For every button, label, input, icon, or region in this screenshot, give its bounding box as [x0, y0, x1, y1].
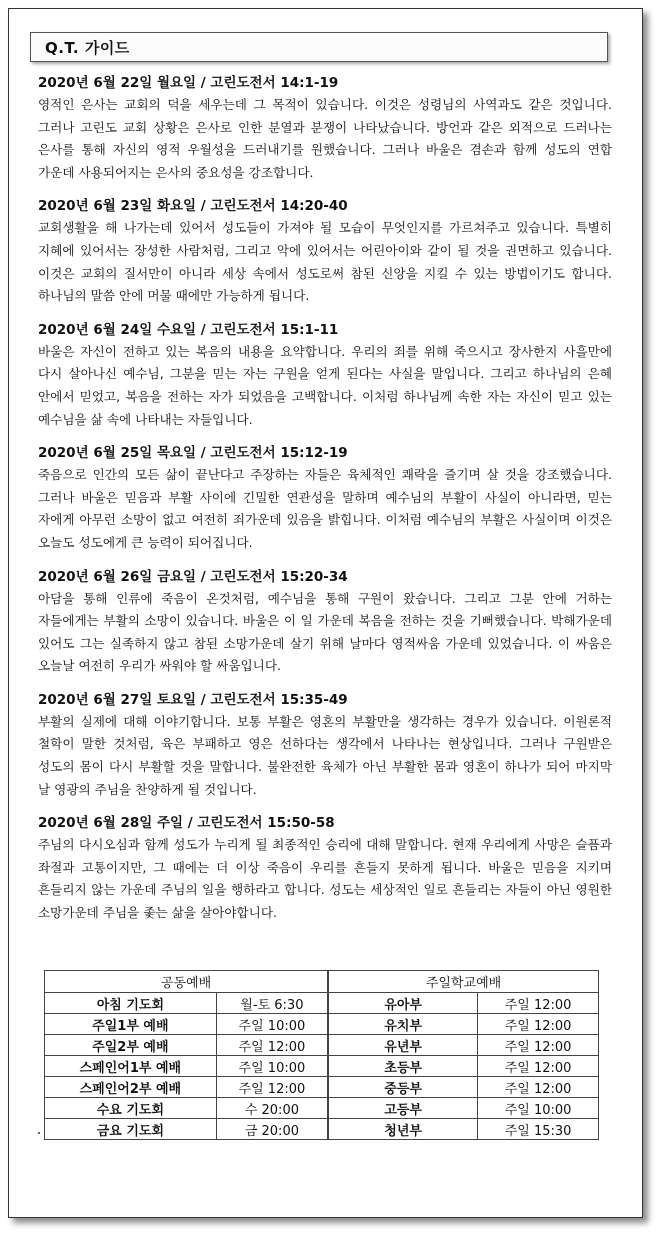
table-row	[45, 1035, 599, 1056]
department-time: 주일 15:30	[478, 1119, 599, 1140]
table-row	[45, 1098, 599, 1119]
service-time: 금 20:00	[216, 1119, 328, 1140]
entry-heading: 2020년 6월 24일 수요일 / 고린도전서 15:1-11	[38, 321, 339, 338]
department-time: 주일 12:00	[478, 1056, 599, 1077]
header-worship-service: 공동예배	[45, 971, 329, 993]
qt-entry	[38, 72, 612, 184]
department-time: 주일 12:00	[478, 993, 599, 1014]
entry-body: 부활의 실제에 대해 이야기합니다. 보통 부활은 영혼의 부활만을 생각하는 경우가 있습니다. 이원론적 철학이 말한 것처럼, 육은 부패하고 영은 선하다는 생각에서 나타나는 현상입니다. 그러나 구원받은 성도의 몸이 다시 부활할 것을 말합니다. 불완전한 육체가 아닌 부활한 몸과 영혼이 하나가 되어 마지막 날 영광의 주님을 찬양하게 될 것입니다.	[38, 713, 612, 797]
table-row	[45, 1077, 599, 1098]
qt-entry	[38, 195, 612, 307]
entry-heading: 2020년 6월 23일 화요일 / 고린도전서 14:20-40	[38, 198, 348, 215]
service-name: 금요 기도회	[45, 1119, 217, 1140]
table-header-row	[45, 971, 599, 993]
entry-heading: 2020년 6월 27일 토요일 / 고린도전서 15:35-49	[38, 691, 348, 708]
department-time: 주일 12:00	[478, 1077, 599, 1098]
qt-entry	[38, 689, 612, 801]
service-time: 주일 12:00	[216, 1035, 328, 1056]
service-name: 주일2부 예배	[45, 1035, 217, 1056]
service-time: 주일 10:00	[216, 1056, 328, 1077]
header-box	[30, 32, 608, 62]
qt-entry	[38, 566, 612, 678]
header-sunday-school: 주일학교예배	[328, 971, 598, 993]
department-name: 고등부	[328, 1098, 478, 1119]
entry-body: 아담을 통해 인류에 죽음이 온것처럼, 예수님을 통해 구원이 왔습니다. 그리고 그분 안에 거하는 자들에게는 부활의 소망이 있습니다. 바울은 이 일 가운데 복음을 전하는 것을 기뻐했습니다. 박해가운데 있어도 그는 실족하지 않고 참된 소망가운데 살기 위해 날마다 영적싸움 가운데 있었습니다. 이 싸움은 오늘날 여전히 우리가 싸워야 할 싸움입니다.	[38, 590, 612, 674]
entry-heading: 2020년 6월 26일 금요일 / 고린도전서 15:20-34	[38, 568, 348, 585]
table-row	[45, 993, 599, 1014]
service-time: 수 20:00	[216, 1098, 328, 1119]
entry-body: 주님의 다시오심과 함께 성도가 누리게 될 최종적인 승리에 대해 말합니다. 현재 우리에게 사망은 슬픔과 좌절과 고통이지만, 그 때에는 더 이상 죽음이 우리를 흔들지 못하게 됩니다. 바울은 믿음을 지키며 흔들리지 않는 가운데 주님의 일을 행하라고 합니다. 성도는 세상적인 일로 흔들리는 자들이 아닌 영원한 소망가운데 주님을 좇는 삶을 살아야합니다.	[38, 837, 612, 921]
department-name: 유년부	[328, 1035, 478, 1056]
department-name: 청년부	[328, 1119, 478, 1140]
department-time: 주일 12:00	[478, 1035, 599, 1056]
table-row	[45, 1014, 599, 1035]
table-row	[45, 1119, 599, 1140]
department-name: 초등부	[328, 1056, 478, 1077]
stray-mark	[38, 1132, 40, 1134]
entry-heading: 2020년 6월 28일 주일 / 고린도전서 15:50-58	[38, 815, 335, 832]
department-name: 중등부	[328, 1077, 478, 1098]
table-row	[45, 1056, 599, 1077]
qt-entry	[38, 442, 612, 554]
qt-entry	[38, 319, 612, 431]
qt-entries	[38, 72, 612, 936]
service-name: 주일1부 예배	[45, 1014, 217, 1035]
qt-entry	[38, 812, 612, 924]
entry-body: 교회생활을 해 나가는데 있어서 성도들이 가져야 될 모습이 무엇인지를 가르쳐주고 있습니다. 특별히 지혜에 있어서는 장성한 사람처럼, 그리고 악에 있어서는 어린아이와 같이 될 것을 권면하고 있습니다. 이것은 교회의 질서만이 아니라 세상 속에서 성도로써 참된 신앙을 지킬 수 있는 방법이기도 합니다. 하나님의 말씀 안에 머물 때에만 가능하게 됩니다.	[38, 220, 612, 304]
entry-heading: 2020년 6월 25일 목요일 / 고린도전서 15:12-19	[38, 445, 348, 462]
service-time: 주일 10:00	[216, 1014, 328, 1035]
service-name: 수요 기도회	[45, 1098, 217, 1119]
service-name: 스페인어1부 예배	[45, 1056, 217, 1077]
worship-schedule-table	[44, 970, 599, 1140]
service-name: 아침 기도회	[45, 993, 217, 1014]
service-name: 스페인어2부 예배	[45, 1077, 217, 1098]
department-time: 주일 10:00	[478, 1098, 599, 1119]
service-time: 월-토 6:30	[216, 993, 328, 1014]
page-title: Q.T. 가이드	[45, 39, 130, 57]
department-name: 유치부	[328, 1014, 478, 1035]
entry-body: 죽음으로 인간의 모든 삶이 끝난다고 주장하는 자들은 육체적인 쾌락을 즐기며 살 것을 강조했습니다. 그러나 바울은 믿음과 부활 사이에 긴밀한 연관성을 말하며 예수님의 부활이 사실이 아니라면, 믿는 자에게 아무런 소망이 없고 여전히 죄가운데 있음을 밝힙니다. 이처럼 예수님의 부활은 사실이며 이것은 오늘도 성도에게 큰 능력이 되어집니다.	[38, 467, 612, 550]
department-name: 유아부	[328, 993, 478, 1014]
department-time: 주일 12:00	[478, 1014, 599, 1035]
service-time: 주일 12:00	[216, 1077, 328, 1098]
entry-body: 바울은 자신이 전하고 있는 복음의 내용을 요약합니다. 우리의 죄를 위해 죽으시고 장사한지 사흘만에 다시 살아나신 예수님, 그분을 믿는 자는 구원을 얻게 된다는 사실을 말입니다. 그리고 하나님의 은혜 안에서 믿었고, 복음을 전하는 자가 되었음을 고백합니다. 이처럼 하나님께 속한 자는 자신이 믿고 있는 예수님을 삶 속에 나타내는 자들입니다.	[38, 343, 612, 427]
entry-heading: 2020년 6월 22일 월요일 / 고린도전서 14:1-19	[38, 75, 339, 91]
entry-body: 영적인 은사는 교회의 덕을 세우는데 그 목적이 있습니다. 이것은 성령님의 사역과도 같은 것입니다. 그러나 고린도 교회 상황은 은사로 인한 분열과 분쟁이 나타났습니다. 방언과 같은 외적으로 드러나는 은사를 통해 자신의 영적 우월성을 드러내기를 원했습니다. 그러나 바울은 겸손과 함께 성도의 연합 가운데 사용되어지는 은사의 중요성을 강조합니다.	[38, 97, 612, 180]
